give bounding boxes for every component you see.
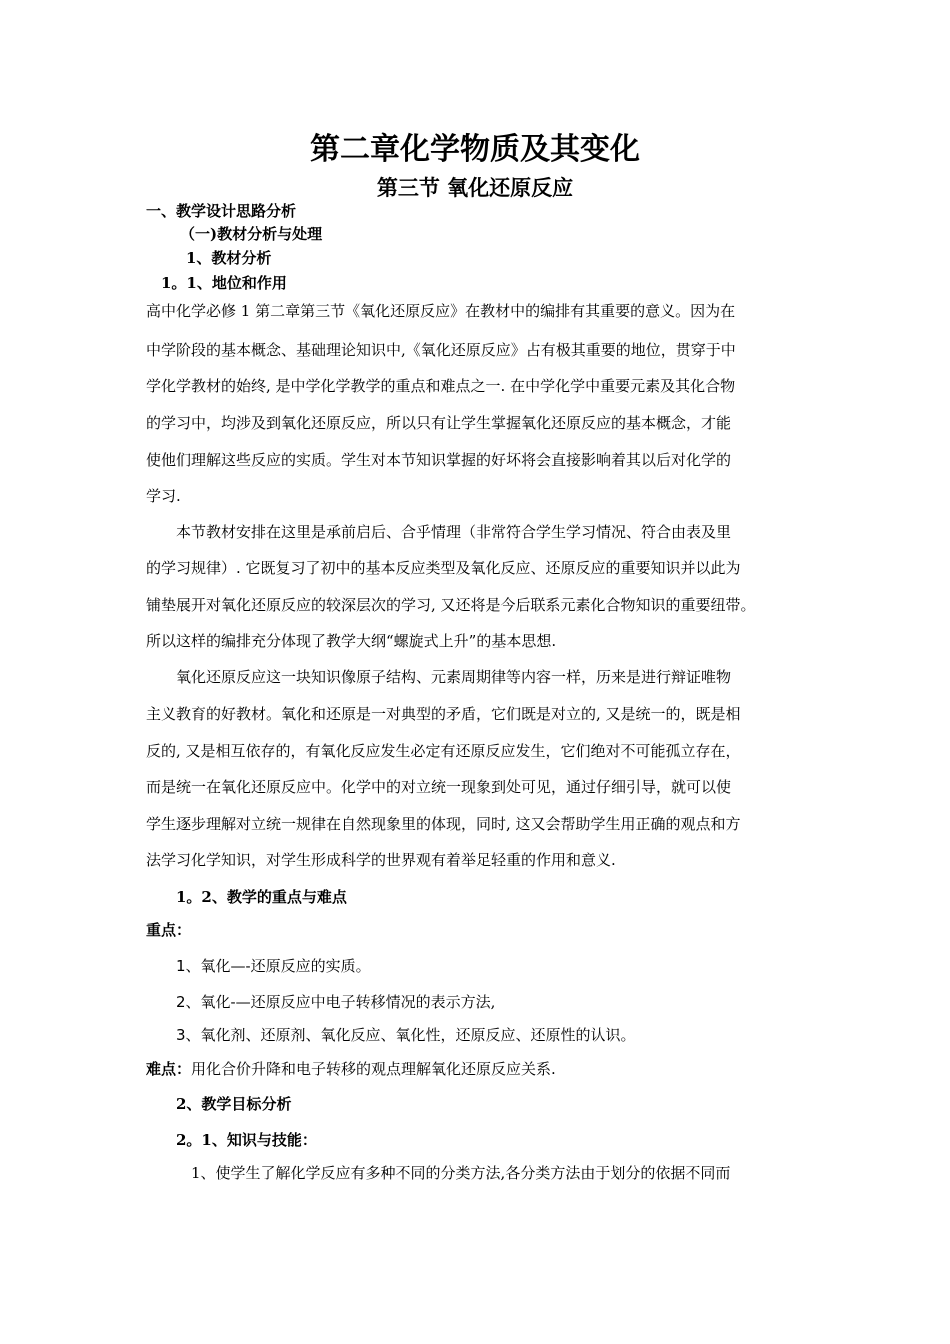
paragraph-line: 使他们理解这些反应的实质。学生对本节知识掌握的好坏将会直接影响着其以后对化学的 [146, 451, 732, 469]
heading-teaching-goals: 2、教学目标分析 [176, 1095, 292, 1113]
paragraph-line: 本节教材安排在这里是承前启后、合乎情理（非常符合学生学习情况、符合由表及里 [176, 523, 732, 541]
difficult-label: 难点： [146, 1060, 192, 1078]
key-point-number: 2 [176, 993, 186, 1011]
section-title: 第三节 氧化还原反应 [376, 175, 574, 200]
key-point-item [176, 992, 495, 1012]
paragraph-line: 所以这样的编排充分体现了教学大纲“螺旋式上升”的基本思想. [146, 632, 557, 650]
paragraph-line: 学习. [146, 487, 181, 505]
paragraph-line: 中学阶段的基本概念、基础理论知识中,《氧化还原反应》占有极其重要的地位，贯穿于中 [146, 341, 736, 359]
key-point-item [176, 956, 371, 976]
chapter-title: 第二章化学物质及其变化 [310, 132, 640, 167]
paragraph-line: 而是统一在氧化还原反应中。化学中的对立统一现象到处可见，通过仔细引导，就可以使 [146, 778, 732, 796]
heading-textbook-analysis: （一)教材分析与处理 [180, 225, 323, 243]
key-point-number: 3 [176, 1026, 186, 1044]
paragraph-line: 铺垫展开对氧化还原反应的较深层次的学习, 又还将是今后联系元素化合物知识的重要纽带。 [146, 596, 756, 614]
paragraph-line: 学化学教材的始终, 是中学化学教学的重点和难点之一. 在中学化学中重要元素及其化合物 [146, 377, 736, 395]
paragraph-line: 的学习规律）. 它既复习了初中的基本反应类型及氧化反应、还原反应的重要知识并以此为 [146, 559, 741, 577]
difficult-point [146, 1059, 556, 1079]
paragraph-line: 氧化还原反应这一块知识像原子结构、元素周期律等内容一样，历来是进行辩证唯物 [176, 668, 732, 686]
key-point-item [176, 1025, 636, 1045]
difficult-text: 用化合价升降和电子转移的观点理解氧化还原反应关系. [191, 1060, 556, 1078]
heading-material-analysis: 1、教材分析 [186, 249, 272, 267]
heading-position-role: 1。1、地位和作用 [161, 274, 287, 292]
key-points-label: 重点： [146, 921, 192, 939]
paragraph-line: 的学习中，均涉及到氧化还原反应，所以只有让学生掌握氧化还原反应的基本概念，才能 [146, 414, 732, 432]
paragraph-line: 学生逐步理解对立统一规律在自然现象里的体现，同时, 这又会帮助学生用正确的观点和方 [146, 815, 741, 833]
key-point-text: 、氧化—-还原反应的实质。 [185, 957, 371, 975]
key-point-number: 1 [176, 957, 186, 975]
goal-item: 1、使学生了解化学反应有多种不同的分类方法,各分类方法由于划分的依据不同而 [191, 1164, 731, 1182]
heading-teaching-design: 一、教学设计思路分析 [146, 202, 297, 220]
key-point-text: 、氧化剂、还原剂、氧化反应、氧化性，还原反应、还原性的认识。 [185, 1026, 636, 1044]
paragraph-line: 高中化学必修 1 第二章第三节《氧化还原反应》在教材中的编排有其重要的意义。因为在 [146, 302, 736, 320]
paragraph-line: 反的, 又是相互依存的，有氧化反应发生必定有还原反应发生，它们绝对不可能孤立存在， [146, 742, 741, 760]
paragraph-line: 主义教育的好教材。氧化和还原是一对典型的矛盾，它们既是对立的, 又是统一的，既是相 [146, 705, 741, 723]
paragraph-line: 法学习化学知识，对学生形成科学的世界观有着举足轻重的作用和意义. [146, 851, 616, 869]
key-point-text: 、氧化-—还原反应中电子转移情况的表示方法, [185, 993, 496, 1011]
heading-key-difficult: 1。2、教学的重点与难点 [176, 888, 347, 906]
heading-knowledge-skills: 2。1、知识与技能： [176, 1131, 317, 1149]
